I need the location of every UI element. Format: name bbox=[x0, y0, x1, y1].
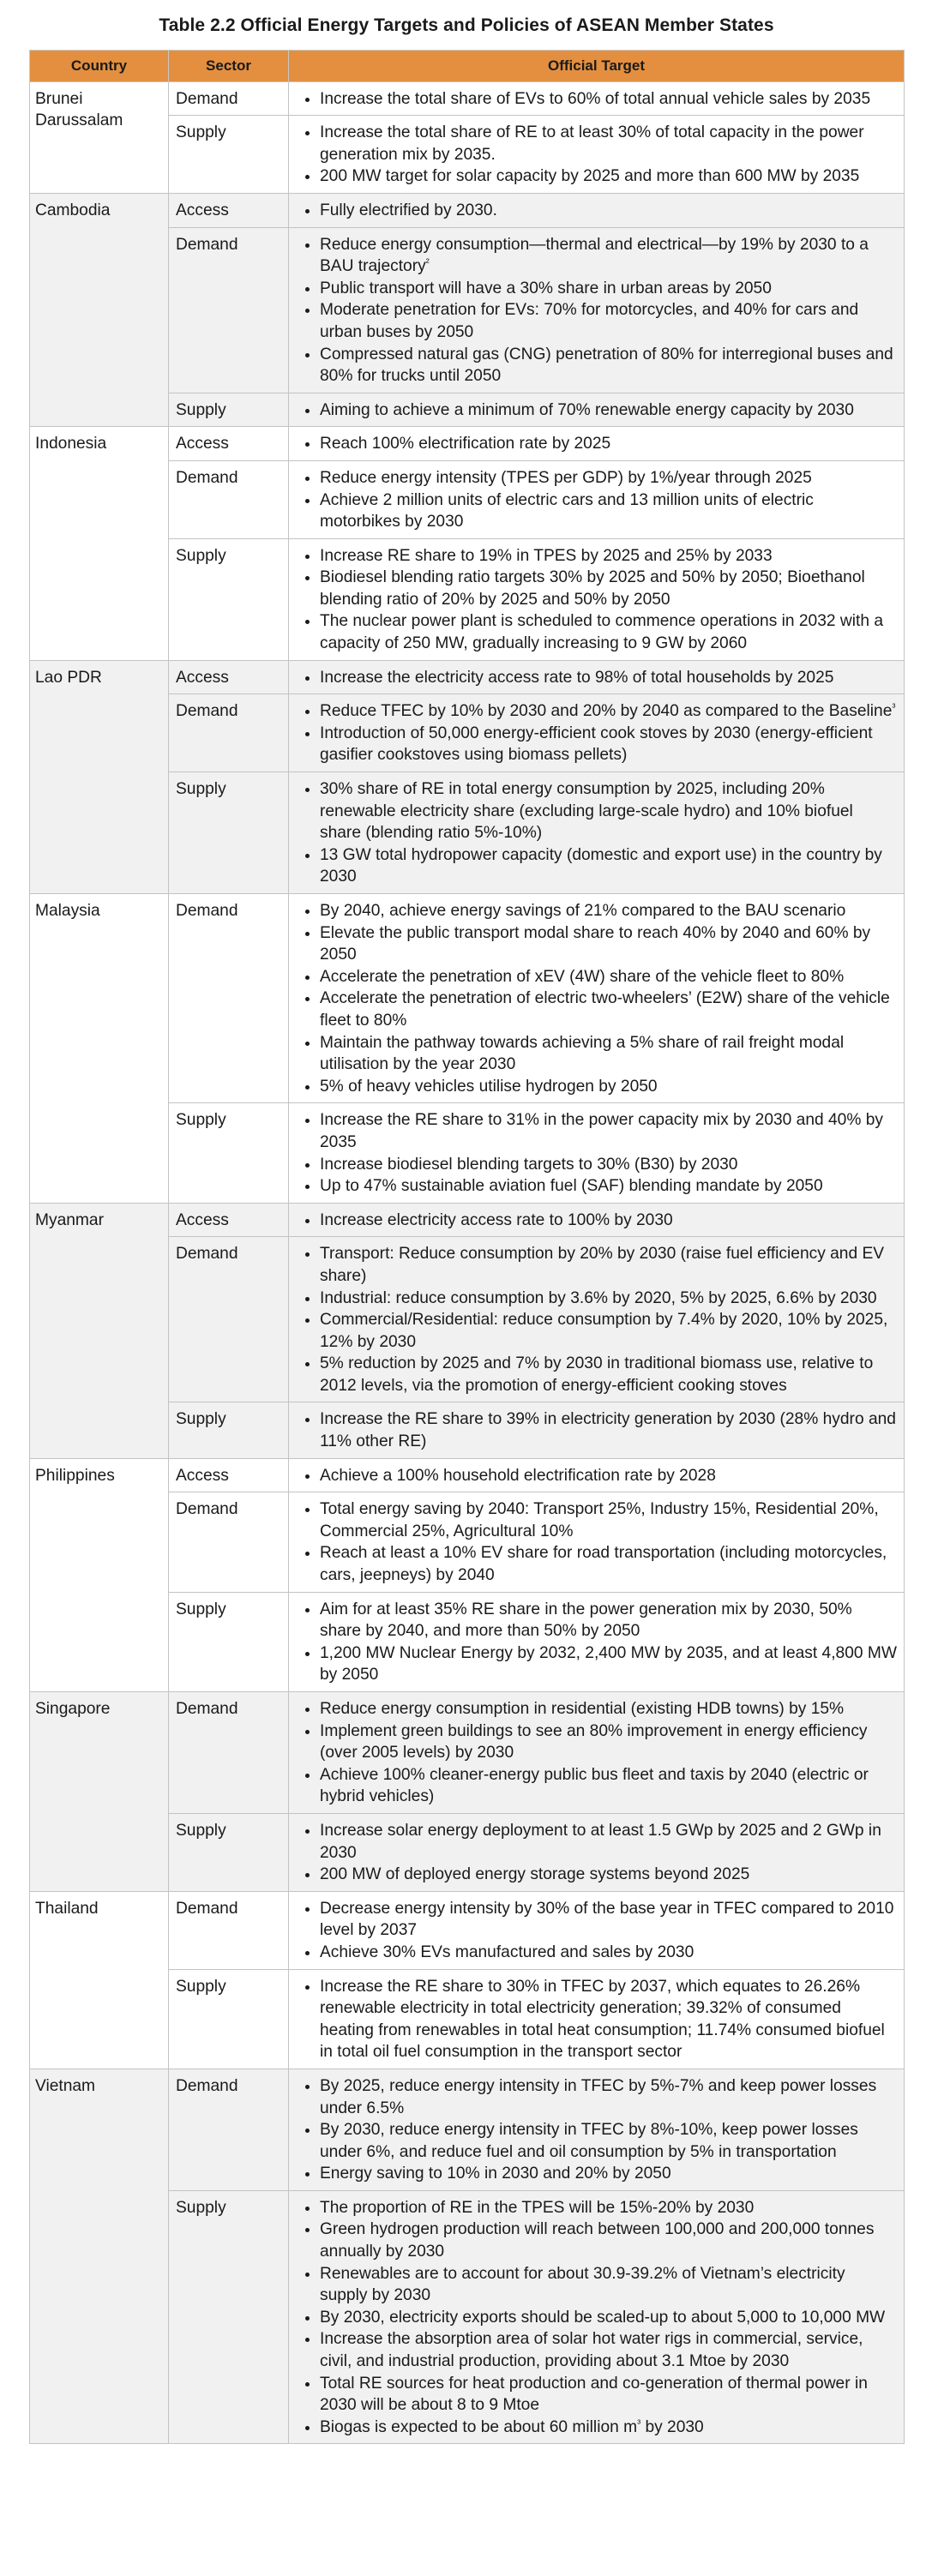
target-cell bbox=[289, 81, 905, 116]
target-item: • Aiming to achieve a minimum of 70% renewable energy capacity by 2030 bbox=[320, 399, 897, 422]
sector-cell: Demand bbox=[169, 2069, 289, 2190]
sector-cell: Access bbox=[169, 1458, 289, 1492]
target-cell bbox=[289, 538, 905, 660]
target-cell bbox=[289, 1813, 905, 1891]
target-list bbox=[296, 1599, 897, 1686]
target-cell bbox=[289, 2069, 905, 2190]
target-cell bbox=[289, 227, 905, 393]
target-list bbox=[296, 1243, 897, 1396]
target-item: • Increase biodiesel blending targets to 30% (B30) by 2030 bbox=[320, 1154, 897, 1176]
target-list bbox=[296, 1898, 897, 1964]
table-row bbox=[30, 660, 905, 694]
target-item: • 200 MW target for solar capacity by 2025 and more than 600 MW by 2035 bbox=[320, 165, 897, 188]
target-list bbox=[296, 2197, 897, 2439]
target-item: • By 2030, reduce energy intensity in TFEC by 8%-10%, keep power losses under 6%, and reduce fuel and oil consumption by 5% in transportation bbox=[320, 2119, 897, 2163]
target-cell bbox=[289, 393, 905, 427]
country-cell: Brunei Darussalam bbox=[30, 81, 169, 193]
sector-cell: Demand bbox=[169, 894, 289, 1103]
country-cell: Philippines bbox=[30, 1458, 169, 1691]
target-item: • Accelerate the penetration of xEV (4W) share of the vehicle fleet to 80% bbox=[320, 966, 897, 988]
country-cell: Malaysia bbox=[30, 894, 169, 1204]
target-item: • Achieve a 100% household electrification rate by 2028 bbox=[320, 1465, 897, 1487]
country-cell: Cambodia bbox=[30, 193, 169, 426]
target-item: • By 2025, reduce energy intensity in TFEC by 5%-7% and keep power losses under 6.5% bbox=[320, 2075, 897, 2119]
sector-cell: Demand bbox=[169, 694, 289, 772]
sector-cell: Demand bbox=[169, 1492, 289, 1592]
table-row bbox=[30, 193, 905, 227]
target-item: • Increase the total share of RE to at least 30% of total capacity in the power generation mix by 2035. bbox=[320, 122, 897, 165]
target-item: • 13 GW total hydropower capacity (domestic and export use) in the country by 2030 bbox=[320, 844, 897, 888]
target-item: • Achieve 2 million units of electric cars and 13 million units of electric motorbikes by 2030 bbox=[320, 489, 897, 533]
target-item: • Energy saving to 10% in 2030 and 20% by 2050 bbox=[320, 2163, 897, 2185]
target-cell bbox=[289, 660, 905, 694]
sector-cell: Supply bbox=[169, 538, 289, 660]
target-item: • Achieve 30% EVs manufactured and sales by 2030 bbox=[320, 1942, 897, 1964]
target-item: • Elevate the public transport modal share to reach 40% by 2040 and 60% by 2050 bbox=[320, 922, 897, 966]
header-row bbox=[30, 51, 905, 82]
target-item: • Introduction of 50,000 energy-efficient cook stoves by 2030 (energy-efficient gasifier cookstoves using biomass pellets) bbox=[320, 723, 897, 766]
target-cell bbox=[289, 1692, 905, 1814]
target-item: • Increase the absorption area of solar hot water rigs in commercial, service, civil, and industrial production, providing about 3.1 Mtoe by 2030 bbox=[320, 2328, 897, 2372]
target-list bbox=[296, 467, 897, 533]
target-list bbox=[296, 122, 897, 188]
target-item: • Increase electricity access rate to 100% by 2030 bbox=[320, 1210, 897, 1232]
target-cell bbox=[289, 1237, 905, 1402]
header-official-target: Official Target bbox=[289, 51, 905, 82]
target-item: • By 2040, achieve energy savings of 21% compared to the BAU scenario bbox=[320, 900, 897, 922]
country-cell: Singapore bbox=[30, 1692, 169, 1892]
table-row bbox=[30, 1203, 905, 1237]
target-item: • Biogas is expected to be about 60 million $m^{^3}$ by 2030 bbox=[320, 2417, 897, 2439]
target-item: • Renewables are to account for about 30.9-39.2% of Vietnam’s electricity supply by 2030 bbox=[320, 2263, 897, 2307]
target-item: • Increase the RE share to 30% in TFEC by 2037, which equates to 26.26% renewable electricity in total electricity generation; 39.32% of consumed heating from renewables in total heat consumption; 11.74% consumed biofuel in total oil fuel consumption in the transport sector bbox=[320, 1976, 897, 2063]
target-item: • Compressed natural gas (CNG) penetration of 80% for interregional buses and 80% for trucks until 2050 bbox=[320, 344, 897, 387]
target-item: • Reach at least a 10% EV share for road transportation (including motorcycles, cars, jeepneys) by 2040 bbox=[320, 1542, 897, 1586]
table-title: Table 2.2 Official Energy Targets and Policies of ASEAN Member States bbox=[159, 15, 774, 35]
target-item: • The nuclear power plant is scheduled to commence operations in 2032 with a capacity of 250 MW, gradually increasing to 9 GW by 2060 bbox=[320, 610, 897, 654]
target-list bbox=[296, 88, 897, 111]
target-list bbox=[296, 1408, 897, 1452]
target-list bbox=[296, 433, 897, 455]
target-cell bbox=[289, 694, 905, 772]
target-item: • Increase RE share to 19% in TPES by 2025 and 25% by 2033 bbox=[320, 545, 897, 567]
table-row bbox=[30, 2069, 905, 2190]
target-item: • Industrial: reduce consumption by 3.6% by 2020, 5% by 2025, 6.6% by 2030 bbox=[320, 1288, 897, 1310]
target-list bbox=[296, 234, 897, 387]
target-item: • Increase the electricity access rate to 98% of total households by 2025 bbox=[320, 667, 897, 689]
sector-cell: Supply bbox=[169, 1103, 289, 1203]
target-item: • Reach 100% electrification rate by 2025 bbox=[320, 433, 897, 455]
target-list bbox=[296, 545, 897, 655]
target-item: • 1,200 MW Nuclear Energy by 2032, 2,400 MW by 2035, and at least 4,800 MW by 2050 bbox=[320, 1642, 897, 1686]
target-item: • By 2030, electricity exports should be scaled-up to about 5,000 to 10,000 MW bbox=[320, 2307, 897, 2329]
target-item: • Transport: Reduce consumption by 20% by 2030 (raise fuel efficiency and EV share) bbox=[320, 1243, 897, 1287]
target-list bbox=[296, 1976, 897, 2063]
target-item: • The proportion of RE in the TPES will be 15%-20% by 2030 bbox=[320, 2197, 897, 2219]
target-item: • Biodiesel blending ratio targets 30% by 2025 and 50% by 2050; Bioethanol blending ratio of 20% by 2025 and 50% by 2050 bbox=[320, 567, 897, 610]
table-row bbox=[30, 894, 905, 1103]
target-item: • Achieve 100% cleaner-energy public bus fleet and taxis by 2040 (electric or hybrid vehicles) bbox=[320, 1764, 897, 1808]
sector-cell: Supply bbox=[169, 393, 289, 427]
target-list bbox=[296, 778, 897, 888]
target-list bbox=[296, 2075, 897, 2185]
target-cell bbox=[289, 894, 905, 1103]
target-cell bbox=[289, 116, 905, 194]
target-item: • Aim for at least 35% RE share in the power generation mix by 2030, 50% share by 2040, and more than 50% by 2050 bbox=[320, 1599, 897, 1642]
table-row bbox=[30, 1458, 905, 1492]
target-item: • Increase the RE share to 31% in the power capacity mix by 2030 and 40% by 2035 bbox=[320, 1109, 897, 1153]
sector-cell: Supply bbox=[169, 1969, 289, 2069]
target-list bbox=[296, 700, 897, 766]
target-item: • Public transport will have a 30% share in urban areas by 2050 bbox=[320, 278, 897, 300]
target-cell bbox=[289, 1969, 905, 2069]
sector-cell: Supply bbox=[169, 1402, 289, 1458]
sector-cell: Access bbox=[169, 660, 289, 694]
sector-cell: Supply bbox=[169, 116, 289, 194]
target-cell bbox=[289, 1402, 905, 1458]
sector-cell: Demand bbox=[169, 227, 289, 393]
country-cell: Indonesia bbox=[30, 427, 169, 660]
target-item: • 5% reduction by 2025 and 7% by 2030 in traditional biomass use, relative to 2012 levels, via the promotion of energy-efficient cooking stoves bbox=[320, 1353, 897, 1396]
target-cell bbox=[289, 1592, 905, 1691]
target-item: • Fully electrified by 2030. bbox=[320, 200, 897, 222]
target-list bbox=[296, 1210, 897, 1232]
target-list bbox=[296, 1698, 897, 1808]
country-cell: Vietnam bbox=[30, 2069, 169, 2444]
target-cell bbox=[289, 193, 905, 227]
target-cell bbox=[289, 1103, 905, 1203]
target-cell bbox=[289, 1203, 905, 1237]
table-body bbox=[30, 81, 905, 2444]
sector-cell: Access bbox=[169, 1203, 289, 1237]
target-item: • Decrease energy intensity by 30% of the base year in TFEC compared to 2010 level by 2037 bbox=[320, 1898, 897, 1942]
sector-cell: Supply bbox=[169, 1592, 289, 1691]
target-cell bbox=[289, 1492, 905, 1592]
target-list bbox=[296, 1465, 897, 1487]
target-item: • Increase the total share of EVs to 60% of total annual vehicle sales by 2035 bbox=[320, 88, 897, 111]
header-country: Country bbox=[30, 51, 169, 82]
target-item: • Reduce energy intensity (TPES per GDP) by 1%/year through 2025 bbox=[320, 467, 897, 489]
energy-targets-table bbox=[29, 50, 905, 2444]
sector-cell: Demand bbox=[169, 1891, 289, 1969]
target-list bbox=[296, 399, 897, 422]
target-item: • 5% of heavy vehicles utilise hydrogen by 2050 bbox=[320, 1076, 897, 1098]
target-cell bbox=[289, 2190, 905, 2444]
target-item: • Moderate penetration for EVs: 70% for motorcycles, and 40% for cars and urban buses by 2050 bbox=[320, 299, 897, 343]
target-cell bbox=[289, 427, 905, 461]
sector-cell: Demand bbox=[169, 1237, 289, 1402]
target-item: • Increase solar energy deployment to at least 1.5 GWp by 2025 and 2 GWp in 2030 bbox=[320, 1820, 897, 1864]
target-cell bbox=[289, 772, 905, 894]
sector-cell: Demand bbox=[169, 81, 289, 116]
header-sector: Sector bbox=[169, 51, 289, 82]
target-list bbox=[296, 1498, 897, 1586]
target-cell bbox=[289, 460, 905, 538]
table-row bbox=[30, 1692, 905, 1814]
target-list bbox=[296, 667, 897, 689]
table-row bbox=[30, 427, 905, 461]
target-list bbox=[296, 900, 897, 1097]
sector-cell: Access bbox=[169, 193, 289, 227]
target-item: • Implement green buildings to see an 80% improvement in energy efficiency (over 2005 levels) by 2030 bbox=[320, 1720, 897, 1764]
target-item: • Reduce energy consumption in residential (existing HDB towns) by 15% bbox=[320, 1698, 897, 1720]
target-item: • Accelerate the penetration of electric two-wheelers’ (E2W) share of the vehicle fleet to 80% bbox=[320, 988, 897, 1031]
target-cell bbox=[289, 1458, 905, 1492]
target-list bbox=[296, 1820, 897, 1886]
target-list bbox=[296, 1109, 897, 1197]
sector-cell: Supply bbox=[169, 772, 289, 894]
sector-cell: Supply bbox=[169, 2190, 289, 2444]
target-item: • Up to 47% sustainable aviation fuel (SAF) blending mandate by 2050 bbox=[320, 1175, 897, 1198]
sector-cell: Supply bbox=[169, 1813, 289, 1891]
country-cell: Thailand bbox=[30, 1891, 169, 2069]
sector-cell: Demand bbox=[169, 460, 289, 538]
sector-cell: Demand bbox=[169, 1692, 289, 1814]
target-item: • Maintain the pathway towards achieving a 5% share of rail freight modal utilisation by the year 2030 bbox=[320, 1032, 897, 1076]
country-cell: Lao PDR bbox=[30, 660, 169, 893]
target-item: • Total RE sources for heat production and co-generation of thermal power in 2030 will be about 8 to 9 Mtoe bbox=[320, 2373, 897, 2417]
target-cell bbox=[289, 1891, 905, 1969]
sector-cell: Access bbox=[169, 427, 289, 461]
target-item: • Reduce energy consumption—thermal and electrical—by 19% by 2030 to a BAU trajectory$^{^2}$ bbox=[320, 234, 897, 278]
target-item: • 200 MW of deployed energy storage systems beyond 2025 bbox=[320, 1864, 897, 1886]
target-item: • Reduce TFEC by 10% by 2030 and 20% by 2040 as compared to the Baseline$^{^3}$ bbox=[320, 700, 897, 723]
target-item: • Increase the RE share to 39% in electricity generation by 2030 (28% hydro and 11% other RE) bbox=[320, 1408, 897, 1452]
target-item: • Total energy saving by 2040: Transport 25%, Industry 15%, Residential 20%, Commercial 25%, Agricultural 10% bbox=[320, 1498, 897, 1542]
target-item: • 30% share of RE in total energy consumption by 2025, including 20% renewable electricity share (excluding large-scale hydro) and 10% biofuel share (blending ratio 5%-10%) bbox=[320, 778, 897, 844]
table-row bbox=[30, 1891, 905, 1969]
target-list bbox=[296, 200, 897, 222]
table-row bbox=[30, 81, 905, 116]
target-item: • Green hydrogen production will reach between 100,000 and 200,000 tonnes annually by 2030 bbox=[320, 2219, 897, 2262]
country-cell: Myanmar bbox=[30, 1203, 169, 1458]
table-header bbox=[30, 51, 905, 82]
target-item: • Commercial/Residential: reduce consumption by 7.4% by 2020, 10% by 2025, 12% by 2030 bbox=[320, 1309, 897, 1353]
